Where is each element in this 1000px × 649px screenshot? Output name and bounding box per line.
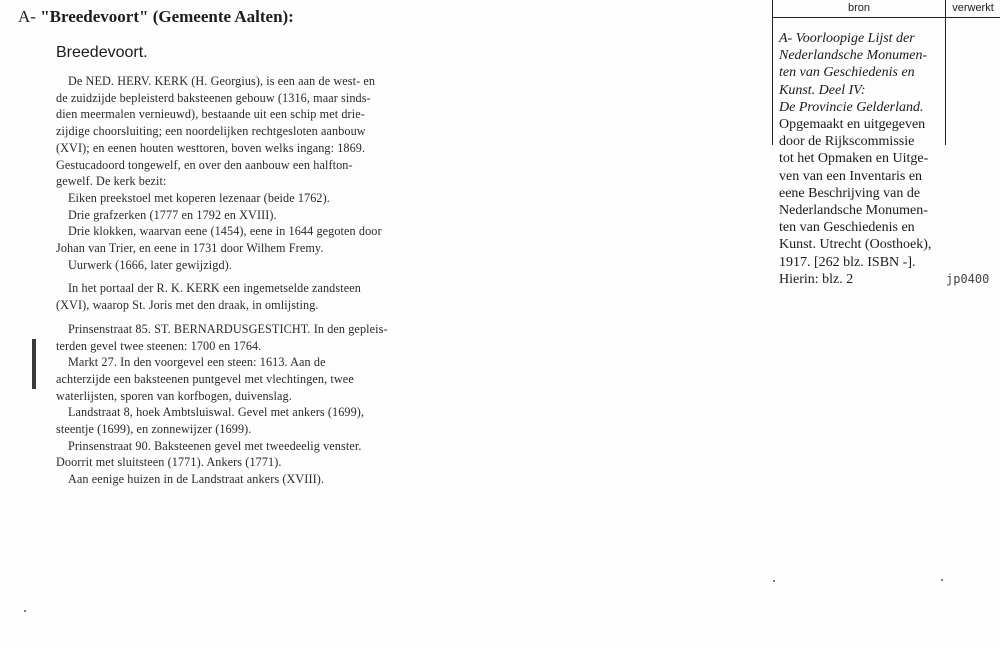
body-line: Markt 27. In den voorgevel een steen: 1613. Aan de xyxy=(68,355,326,370)
citation-line: eene Beschrijving van de xyxy=(779,185,921,201)
record-code: jp0400 xyxy=(946,272,990,286)
body-line: Eiken preekstoel met koperen lezenaar (beide 1762). xyxy=(68,190,330,205)
source-citation xyxy=(779,30,945,288)
column-header-verwerkt: verwerkt xyxy=(946,0,1000,18)
body-line: Uurwerk (1666, later gewijzigd). xyxy=(68,257,232,272)
citation-line: Hierin: blz. 2 xyxy=(779,271,854,287)
body-line: waterlijsten, sporen van korfbogen, duivenslag. xyxy=(56,388,292,403)
citation-line: ven van een Inventaris en xyxy=(779,168,923,184)
body-line: Prinsenstraat 85. ST. BERNARDUSGESTICHT. In den gepleis- xyxy=(68,321,388,336)
citation-line: Kunst. Deel IV: xyxy=(779,82,866,98)
citation-line: Kunst. Utrecht (Oosthoek), xyxy=(779,237,932,253)
body-line: achterzijde een baksteenen puntgevel met vlechtingen, twee xyxy=(56,371,354,386)
article-subtitle: Breedevoort. xyxy=(56,44,148,61)
body-line: terden gevel twee steenen: 1700 en 1764. xyxy=(56,338,262,353)
body-line: zijdige choorsluiting; een noordelijken rechtgesloten aanbouw xyxy=(56,124,366,139)
article-body xyxy=(56,73,410,488)
citation-line: door de Rijkscommissie xyxy=(779,134,915,150)
citation-line: Nederlandsche Monumen- xyxy=(779,48,928,64)
citation-line: ten van Geschiedenis en xyxy=(779,65,915,81)
body-line: Drie grafzerken (1777 en 1792 en XVIII). xyxy=(68,207,277,222)
citation-line: A- Voorloopige Lijst der xyxy=(779,31,915,46)
citation-line: 1917. [262 blz. ISBN -]. xyxy=(779,254,916,270)
body-line: Drie klokken, waarvan eene (1454), eene in 1644 gegoten door xyxy=(68,224,382,239)
column-header-bron: bron xyxy=(773,0,946,18)
body-line: Landstraat 8, hoek Ambtsluiswal. Gevel met ankers (1699), xyxy=(68,405,365,420)
scan-speck xyxy=(24,610,26,612)
body-line: Gestucadoord tongewelf, en over den aanbouw een halfton- xyxy=(56,157,353,172)
citation-line: De Provincie Gelderland. xyxy=(779,99,924,115)
body-line: (XVI), waarop St. Joris met den draak, in omlijsting. xyxy=(56,298,319,313)
body-line: de zuidzijde bepleisterd baksteenen gebouw (1316, maar sinds- xyxy=(56,90,371,105)
scan-speck xyxy=(941,579,943,581)
body-line: Prinsenstraat 90. Baksteenen gevel met tweedeelig venster. xyxy=(68,438,362,453)
body-line: dien meermalen vernieuwd), bestaande uit een schip met drie- xyxy=(56,107,365,122)
margin-marker xyxy=(32,339,36,389)
body-line: In het portaal der R. K. KERK een ingemetselde zandsteen xyxy=(68,281,361,296)
body-line: steentje (1699), en zonnewijzer (1699). xyxy=(56,422,252,437)
citation-line: Opgemaakt en uitgegeven xyxy=(779,117,926,133)
heading-prefix: A- xyxy=(18,7,36,26)
scan-speck xyxy=(773,580,775,582)
body-line: gewelf. De kerk bezit: xyxy=(56,174,167,189)
body-line: Johan van Trier, en eene in 1731 door Wilhem Fremy. xyxy=(56,241,324,256)
citation-line: ten van Geschiedenis en xyxy=(779,220,915,236)
citation-line: tot het Opmaken en Uitge- xyxy=(779,151,929,167)
citation-line: Nederlandsche Monumen- xyxy=(779,203,928,219)
column-divider xyxy=(945,17,946,145)
document-heading xyxy=(18,7,294,27)
body-line: De NED. HERV. KERK (H. Georgius), is een aan de west- en xyxy=(68,74,376,88)
body-line: Doorrit met sluitsteen (1771). Ankers (1771). xyxy=(56,455,282,470)
body-line: (XVI); en eenen houten westtoren, boven welks ingang: 1869. xyxy=(56,140,366,155)
heading-title: "Breedevoort" (Gemeente Aalten): xyxy=(40,7,294,26)
body-line: Aan eenige huizen in de Landstraat ankers (XVIII). xyxy=(68,472,325,487)
